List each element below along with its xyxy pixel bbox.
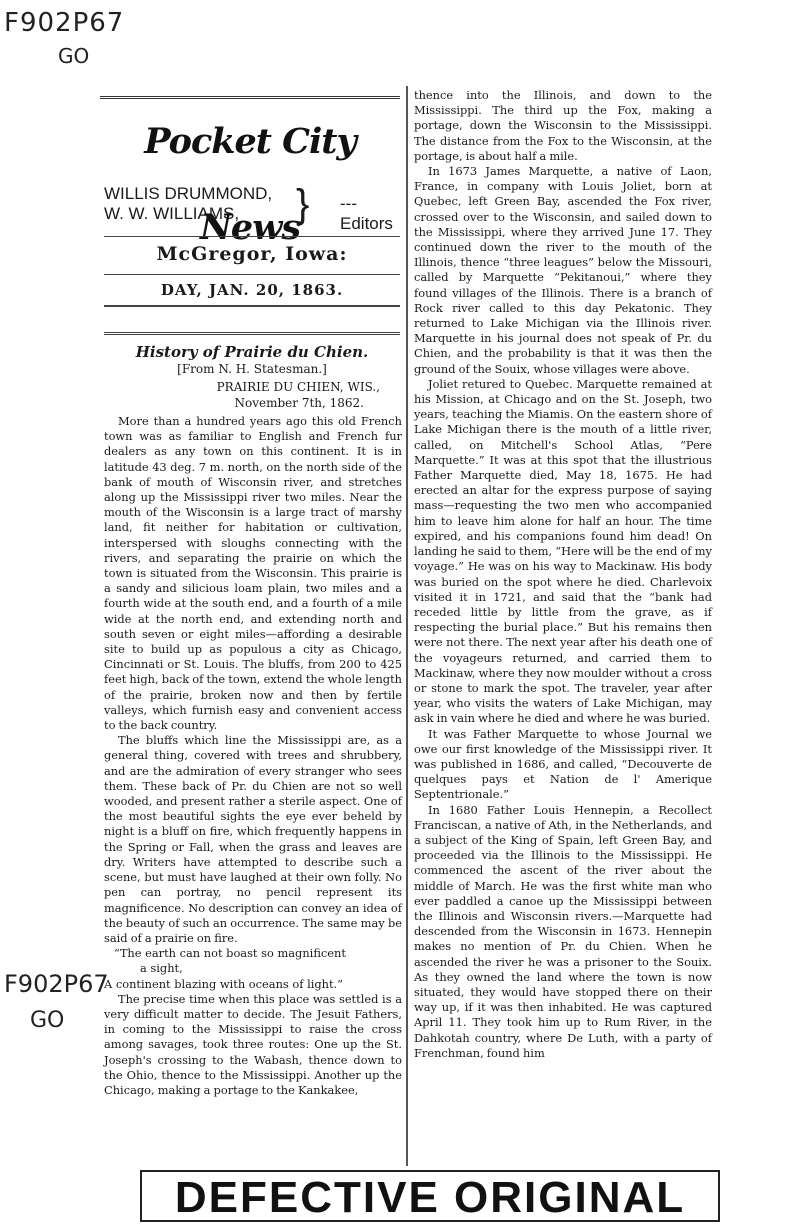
editors-label: --- Editors (340, 194, 393, 233)
editors-block (104, 182, 404, 233)
article-source: [From N. H. Statesman.] (177, 362, 327, 376)
defective-original-stamp: DEFECTIVE ORIGINAL (140, 1170, 720, 1222)
article-paragraph: In 1673 James Marquette, a native of Laon, France, in company with Louis Joliet, born at Quebec, left Green Bay, ascended the Fox river, crossed over to the Wisconsin, and sailed down to the Mississippi, where they arrived June 17. They continued down the river to the mouth of the Illinois, thence “three leagues” below the Missouri, called by Marquette “Pekitanoui,” where they found villages of the Illinois. There is a branch of Rock river called to this day Pekatonic. They returned to Lake Michigan via the Illinois river. Marquette in his journal does not speak of Pr. du Chien, and the probability is that it was then the ground of the Souix, whose villages were above. (414, 164, 712, 376)
article-paragraph: In 1680 Father Louis Hennepin, a Recollect Franciscan, a native of Ath, in the Netherlands, and a subject of the King of Spain, left Green Bay, and proceeded via the Illinois to the Mississippi. He commenced the ascent of the river about the middle of March. He was the first white man who ever paddled a canoe up the Mississippi between the Illinois and Wisconsin rivers.—Marquette had descended from the Wisconsin in 1673. Hennepin makes no mention of Pr. du Chien. When he ascended the river he was a prisoner to the Souix. As they owned the land where the town is now situated, they would have stopped there on their way up, if it was then inhabited. He was captured April 11. They took him up to Rum River, in the Dahkotah country, where De Luth, with a party of Frenchman, found him (414, 802, 712, 1060)
verse-line: A continent blazing with oceans of light.” (104, 976, 343, 991)
handwritten-annotation: F902P67 (4, 8, 125, 38)
handwritten-annotation: GO (58, 44, 90, 68)
editor-name: W. W. WILLIAMS, (104, 204, 240, 223)
editor-name: WILLIS DRUMMOND, (104, 184, 273, 203)
verse-line: “The earth can not boast so magnificent (114, 946, 346, 961)
article-paragraph: It was Father Marquette to whose Journal we owe our first knowledge of the Mississippi river. It was published in 1686, and called, “Decouverte de quelques pays et Nation de l' Amerique Septentrionale.” (414, 726, 712, 802)
article-paragraph: More than a hundred years ago this old French town was as familiar to English and French fur dealers as any town on this continent. It is in latitude 43 deg. 7 m. north, on the north side of the bank of mouth of Wisconsin river, and stretches along up the Mississippi river two miles. Near the mouth of the Wisconsin is a large tract of marshy land, fit neither for habitation or cultivation, interspersed with sloughs connecting with the rivers, and separating the prairie on which the town is situated from the Wisconsin. This prairie is a sandy and silicious loam plain, two miles and a fourth wide at the south end, and a fourth of a mile wide at the north end, and extending north and south seven or eight miles—affording a desirable site to build up as populous a city as Chicago, Cincinnati or St. Louis. The bluffs, from 200 to 425 feet high, back of the town, extend the whole length of the prairie, broken now and then by fertile valleys, which furnish easy and convenient access to the back country. (104, 414, 402, 733)
column-rule (406, 86, 408, 1166)
brace-glyph: } (296, 182, 310, 226)
verse-line: a sight, (140, 961, 183, 976)
article-dateline-place: PRAIRIE DU CHIEN, WIS., (216, 380, 380, 394)
left-column-body (104, 414, 402, 1098)
article-paragraph: Joliet retured to Quebec. Marquette remained at his Mission, at Chicago and on the St. Joseph, two years, teaching the Miamis. On the eastern shore of Lake Michigan there is the mouth of a little river, called, on Mitchell's School Atlas, “Pere Marquette.” It was at this spot that the illustrious Father Marquette died, May 18, 1675. He had erected an altar for the express purpose of saying mass—requesting the two men who accompanied him to leave him alone for half an hour. The time expired, and his companions found him dead! On landing he said to them, “Here will be the end of my voyage.” He was on his way to Mackinaw. His body was buried on the spot where he died. Charlevoix visited it in 1721, and said that the “bank had receded little by little from the grave, as if respecting the burial place.” But his remains then were not there. The next year after his death one of the voyageurs returned, and carried them to Mackinaw, where they now moulder without a cross or stone to mark the spot. The traveler, year after year, who visits the waters of Lake Michigan, may ask in vain where he died and where he was buried. (414, 376, 712, 726)
handwritten-annotation: GO (30, 1008, 65, 1033)
article-paragraph: The bluffs which line the Mississippi are, as a general thing, covered with trees and shrubbery, and are the admiration of every stranger who sees them. These back of Pr. du Chien are not so well wooded, and present rather a sterile aspect. One of the most beautiful sights the eye ever beheld by night is a bluff on fire, which frequently happens in the Spring or Fall, when the grass and leaves are dry. Writers have attempted to describe such a scene, but must have laughed at their own folly. No pen can portray, no pencil represent its magnificence. No description can convey an idea of the beauty of such an occurrence. The same may be said of a prairie on fire. (104, 733, 402, 945)
right-column-body (414, 88, 712, 1061)
newspaper-masthead: Pocket City News (100, 96, 400, 185)
article-paragraph: The precise time when this place was settled is a very difficult matter to decide. The Jesuit Fathers, in coming to the Mississippi to raise the cross among savages, took three routes: One up the St. Joseph's crossing to the Wabash, thence down to the Ohio, thence to the Mississippi. Another up the Chicago, making a portage to the Kankakee, (104, 991, 402, 1097)
article-paragraph: thence into the Illinois, and down to the Mississippi. The third up the Fox, making a portage, down the Wisconsin to the Mississippi. The distance from the Fox to the Wisconsin, at the portage, is about half a mile. (414, 88, 712, 163)
article-title: History of Prairie du Chien. (104, 332, 400, 361)
handwritten-annotation: F902P67 (4, 970, 109, 998)
article-dateline-date: November 7th, 1862. (234, 396, 364, 410)
publication-place: McGregor, Iowa: (104, 236, 400, 265)
publication-date: DAY, JAN. 20, 1863. (104, 274, 400, 307)
